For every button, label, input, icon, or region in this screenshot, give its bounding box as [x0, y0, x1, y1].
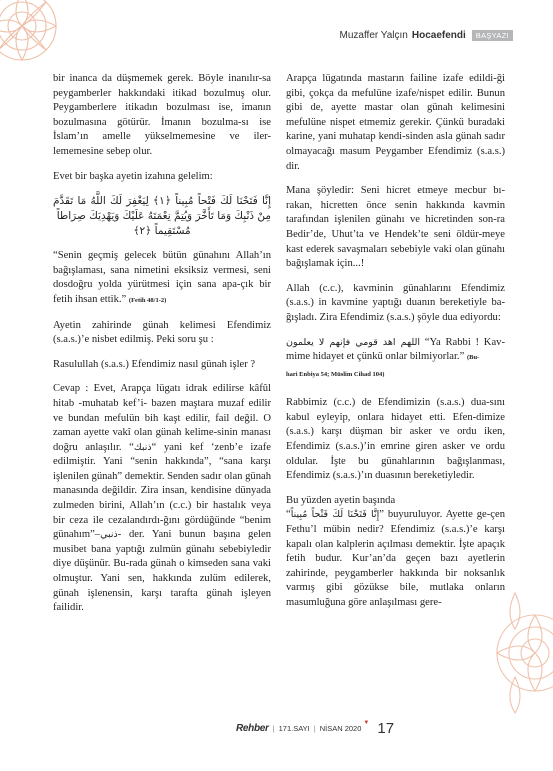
paragraph: bir inanca da düşmemek gerek. Böyle inanılır-sa peygamberler hakkındaki itikad bozulmuş olur. Peygamberlere itikadın bozulması ise, imanın bozulmasına götürür. İmanın bozulma-sı ise İslam’ın amelle yükselmemesine ve iler-lememesine sebep olur. — [53, 73, 271, 157]
paragraph: Arapça lügatında mastarın failine izafe edildi-ği gibi, çokça da mefulüne izafe/nispet edilir. Bunun gibi de, ayette mastar olan günah kelimesini mefulüne nispet etmemiz gerekir. Çünkü buradaki karine, yani muhatap kendi-sinden asla günah sadır olmayacağı masum Peygamber Efendimiz (s.a.s.) dir. — [286, 73, 505, 172]
arabic-verse — [53, 194, 271, 239]
issue-number: 171.SAYI — [278, 724, 310, 733]
page-number: 17 — [377, 720, 395, 737]
arabic-verse-inline: إِنَّا فَتَحْنَا لَكَ فَتْحاً مُبِيناً — [290, 509, 380, 521]
arabic-verse-text: إِنَّا فَتَحْنَا لَكَ فَتْحاً مُبِيناً ﴿١﴾ لِيَغْفِرَ لَكَ اللَّهُ مَا تَقَدَّمَ مِنْ ذَنْبِكَ وَمَا تَأَخَّرَ وَيُتِمَّ نِعْمَتَهُ عَلَيْكَ وَيَهْدِيَكَ صِرَاطاً — [53, 195, 272, 223]
paragraph: Ayetin zahirinde günah kelimesi Efendimiz (s.a.s.)’e nisbet edilmiş. Peki soru şu : — [53, 319, 271, 346]
paragraph: Rasulullah (s.a.s.) Efendimiz nasıl günah işler ? — [53, 358, 256, 370]
paragraph: Evet bir başka ayetin izahına gelelim: — [53, 170, 213, 182]
paragraph: Mana şöyledir: Seni hicret etmeye mecbur bı-rakan, hicretten önce senin hakkında kavmin tarafından işlenilen günahı ve hicretinden son-ra Bedir’de, Uhut’ta ve Hendek’te seni öldür-meye kast ederek savaşmaları sebebiyle vaki olan günahı bağışlamak için...! — [286, 185, 505, 270]
arabic-word: ذنبي — [100, 529, 118, 541]
divider: | — [272, 724, 275, 733]
paragraph: Rabbimiz (c.c.) de Efendimizin (s.a.s.) dua-sını kabul eyleyip, onlara hidayet etti. Efen-dimize (s.a.s.) karşı düşman bir asker ve ordu iken, Efendimiz (s.a.s.)’in emrine giren asker ve ordu oldular. İşte bu günahlarının bağışlanması, Efendimiz (s.a.s.)’ın duasının bereketiyledir. — [286, 397, 505, 482]
author-last-name: Hocaefendi — [411, 30, 466, 41]
left-column — [53, 72, 271, 626]
divider: | — [313, 724, 316, 733]
right-column — [286, 72, 505, 621]
paragraph-text: “ yani kef ‘zenb’e izafe edilmiştir. Yani “senin hakkında”, “sana karşı işlenilen günah” demektir. Senden sadır olan günah manasında değildir. Zira insan, kendisine dünyada zulmeden birini, Allah’ın (c.c.) bir hastalık veya bir ceza ile cezalandırdı-ğını gördüğünde “benim günahım”– — [53, 441, 271, 541]
triangle-icon: ▼ — [363, 719, 370, 726]
hadith-reference: hari Enbiya 54; Müslim Cihad 104) — [286, 370, 385, 378]
section-badge: BAŞYAZI — [472, 30, 513, 41]
verse-translation — [53, 249, 271, 308]
paragraph: Bu yüzden ayetin başında — [286, 494, 396, 506]
paragraph — [286, 508, 505, 610]
arabic-verse-end: مُسْتَقِيماً ﴿٢﴾ — [133, 225, 191, 238]
page-header — [339, 30, 513, 41]
magazine-logo: Rehber — [236, 723, 269, 734]
quote-open: “ — [286, 509, 291, 521]
hadith-reference-start: (Bu- — [466, 354, 480, 362]
hadith-translation: “Ya Rabbi ! Kav-mime hidayet et çünkü onlar bilmiyorlar.” — [286, 336, 505, 363]
author-first-name: Muzaffer Yalçın — [339, 30, 408, 41]
paragraph-text: Cevap : Evet, Arapça lügatı idrak edilirse kâfûl hitab -muhatab kef’i- bazen maştara muzaf edilir ve bundan mefulün bih kaşt edilir, fail değil. O zaman ayette vakî olan günah kelime-sinin manası doğru anlaşılır. “ — [53, 383, 271, 453]
arabic-word: ذنبك — [133, 441, 152, 453]
paragraph-text: ” buyuruluyor. Ayette ge-çen Fethu’l mübin nedir? Efendimiz (s.a.s.)’e karşı kapalı olan kalplerin açılması demektir. İşte apaçık fetih budur. Kur’an’da geçen bazı ayetlerin zahirinde, peygamberler hakkında bir noksanlık varmış gibi gözükse bile, mutlaka onların masumluğuna göre anlaşılması gere- — [286, 509, 505, 608]
paragraph — [53, 382, 271, 616]
issue-date: NİSAN 2020 — [319, 724, 362, 733]
arabic-hadith: اللهم اهد قومي فإنهم لا يعلمون — [286, 336, 420, 348]
verse-reference: (Fetih 48/1-2) — [128, 296, 167, 304]
hadith-quote — [286, 336, 505, 366]
paragraph: Allah (c.c.), kavminin günahlarını Efendimiz (s.a.s.) in kavmine yaptığı duanın bereketiyle ba-ğışladı. Zira Efendimiz (s.a.s.) şöyle dua ediyordu: — [286, 282, 505, 323]
page-footer — [236, 720, 394, 737]
paragraph-text: - der. Yani bunun başına gelen musibet bana yaptığı zulmün günahı sebebiyledir diye düşünür. Bu-rada günah o kimseden sana vaki olmuştur. Yani sen, hakkında zulüm edilerek, günah işlenensin, karşı tarafta günah işleyen failidir. — [53, 529, 271, 614]
translation-text: “Senin geçmiş gelecek bütün günahını Allah’ın bağışlaması, sana nimetini eksiksiz vermesi, seni dosdoğru yolda yürütmesi için sana apa-çık bir fetih ihsan ettik.” — [53, 250, 271, 305]
